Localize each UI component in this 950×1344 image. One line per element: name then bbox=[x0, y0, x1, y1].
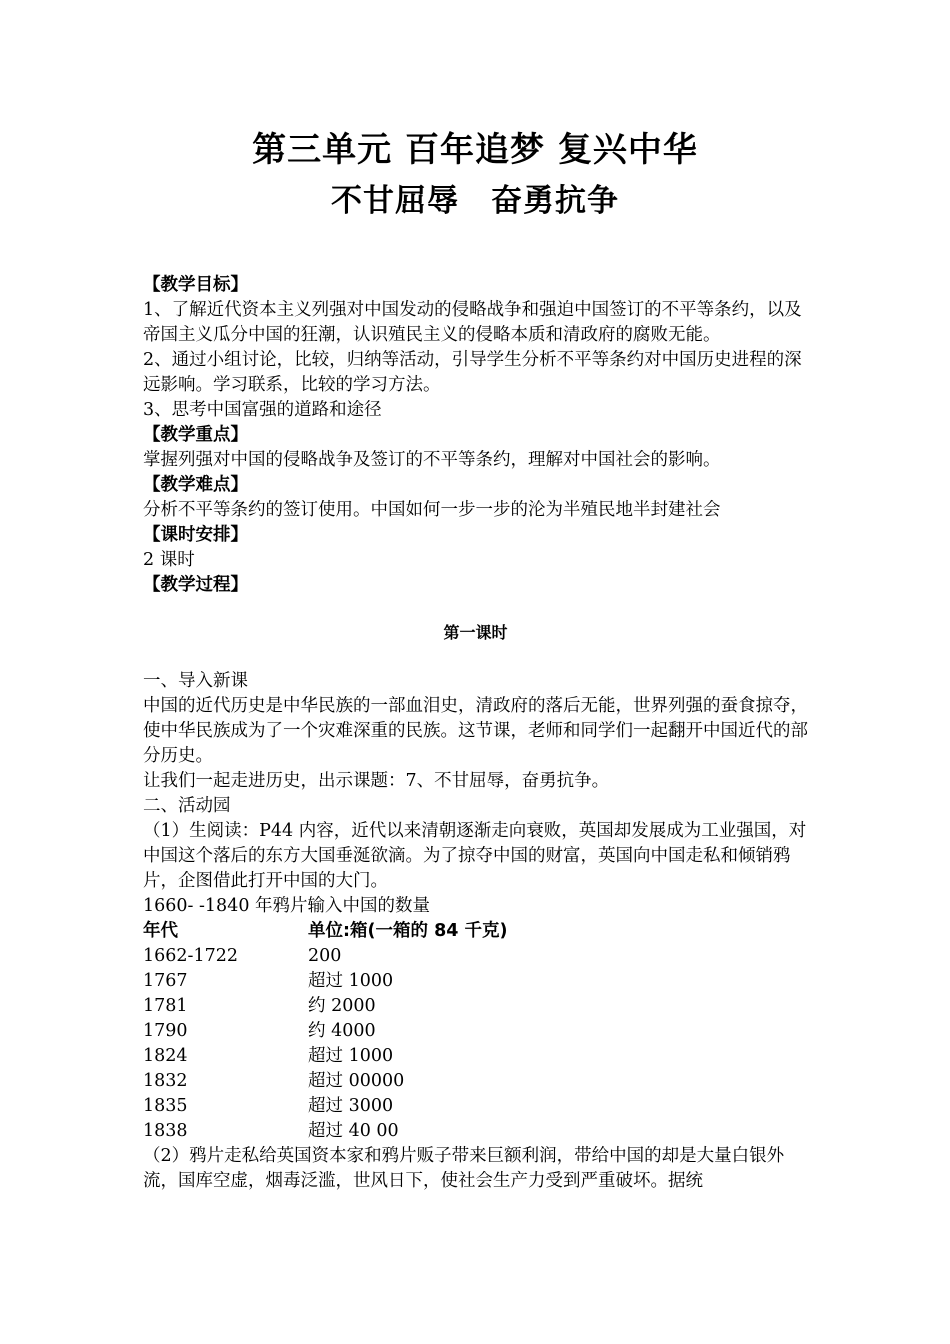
table-header-year: 年代 bbox=[143, 921, 178, 941]
table-cell-year: 1790 bbox=[143, 1021, 188, 1041]
table-row bbox=[143, 1019, 808, 1044]
reading-2: （2）鸦片走私给英国资本家和鸦片贩子带来巨额利润，带给中国的却是大量白银外流，国库空虚，烟毒泛滥，世风日下，使社会生产力受到严重破坏。据统 bbox=[143, 1146, 785, 1191]
table-cell-year: 1838 bbox=[143, 1121, 188, 1141]
schedule-text: 2 课时 bbox=[143, 550, 195, 570]
table-cell-amount: 超过 3000 bbox=[308, 1096, 394, 1116]
lesson-heading: 第一课时 bbox=[443, 623, 508, 642]
table-row bbox=[143, 1119, 808, 1144]
key-text: 掌握列强对中国的侵略战争及签订的不平等条约，理解对中国社会的影响。 bbox=[143, 450, 721, 470]
process-heading: 【教学过程】 bbox=[143, 575, 248, 595]
difficult-heading: 【教学难点】 bbox=[143, 475, 248, 495]
table-row bbox=[143, 944, 808, 969]
part1-heading: 一、导入新课 bbox=[143, 671, 248, 691]
table-cell-amount: 超过 40 00 bbox=[308, 1121, 399, 1141]
unit-title: 第三单元 百年追梦 复兴中华 bbox=[252, 130, 698, 170]
table-cell-year: 1835 bbox=[143, 1096, 188, 1116]
schedule-heading: 【课时安排】 bbox=[143, 525, 248, 545]
table-row bbox=[143, 1044, 808, 1069]
reading-1: （1）生阅读：P44 内容，近代以来清朝逐渐走向衰败，英国却发展成为工业强国，对中国这个落后的东方大国垂涎欲滴。为了掠夺中国的财富，英国向中国走私和倾销鸦片，企图借此打开中国的大门。 bbox=[143, 821, 807, 891]
table-cell-amount: 约 2000 bbox=[308, 996, 376, 1016]
table-cell-amount: 超过 1000 bbox=[308, 971, 394, 991]
table-caption: 1660- -1840 年鸦片输入中国的数量 bbox=[143, 896, 431, 916]
table-row bbox=[143, 1069, 808, 1094]
table-cell-amount: 200 bbox=[308, 946, 342, 966]
goal-item-3: 3、思考中国富强的道路和途径 bbox=[143, 400, 382, 420]
goals-heading: 【教学目标】 bbox=[143, 275, 248, 295]
table-cell-year: 1767 bbox=[143, 971, 188, 991]
table-cell-amount: 超过 1000 bbox=[308, 1046, 394, 1066]
lesson-title: 不甘屈辱 奋勇抗争 bbox=[331, 183, 619, 219]
table-cell-amount: 超过 00000 bbox=[308, 1071, 405, 1091]
table-row bbox=[143, 994, 808, 1019]
table-cell-year: 1824 bbox=[143, 1046, 188, 1066]
table-header-unit: 单位:箱(一箱的 84 千克) bbox=[308, 921, 508, 941]
goal-item-1: 1、了解近代资本主义列强对中国发动的侵略战争和强迫中国签订的不平等条约，以及帝国主义瓜分中国的狂潮，认识殖民主义的侵略本质和清政府的腐败无能。 bbox=[143, 300, 802, 345]
part1-text: 中国的近代历史是中华民族的一部血泪史，清政府的落后无能，世界列强的蚕食掠夺，使中华民族成为了一个灾难深重的民族。这节课，老师和同学们一起翻开中国近代的部分历史。 bbox=[143, 696, 808, 766]
part2-heading: 二、活动园 bbox=[143, 796, 231, 816]
part1-text-2: 让我们一起走进历史，出示课题：7、不甘屈辱，奋勇抗争。 bbox=[143, 771, 610, 791]
table-cell-year: 1662-1722 bbox=[143, 946, 238, 966]
document-body bbox=[143, 273, 808, 1194]
table-header bbox=[143, 919, 808, 944]
table-cell-year: 1832 bbox=[143, 1071, 188, 1091]
table-row bbox=[143, 1094, 808, 1119]
difficult-text: 分析不平等条约的签订使用。中国如何一步一步的沦为半殖民地半封建社会 bbox=[143, 500, 721, 520]
key-heading: 【教学重点】 bbox=[143, 425, 248, 445]
table-row bbox=[143, 969, 808, 994]
table-cell-amount: 约 4000 bbox=[308, 1021, 376, 1041]
goal-item-2: 2、通过小组讨论，比较，归纳等活动，引导学生分析不平等条约对中国历史进程的深远影响。学习联系，比较的学习方法。 bbox=[143, 350, 802, 395]
table-cell-year: 1781 bbox=[143, 996, 188, 1016]
